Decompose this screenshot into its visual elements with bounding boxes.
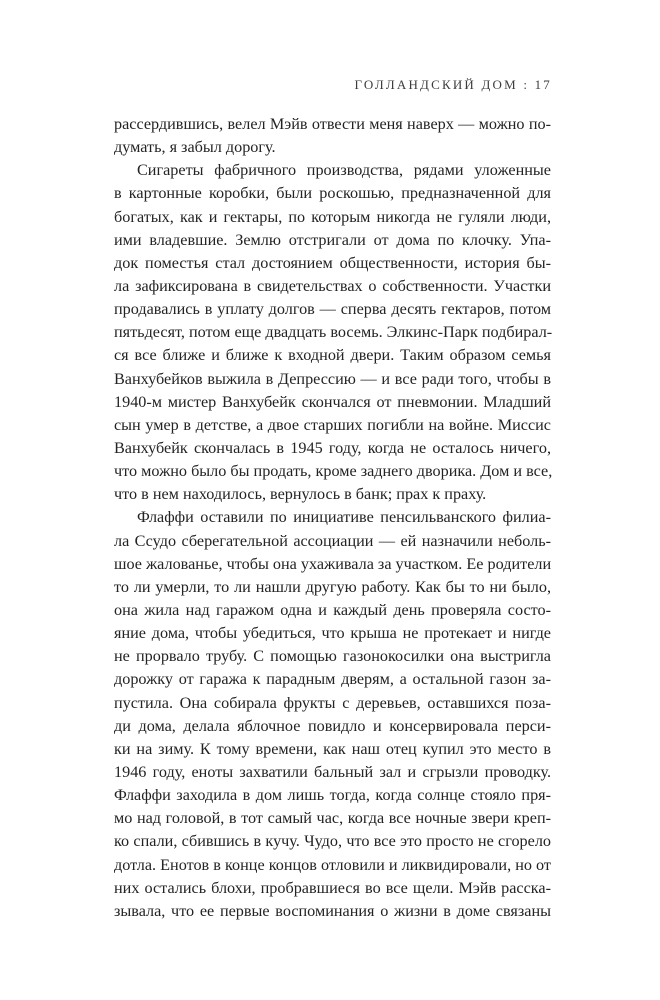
text-line: продавались в уплату долгов — сперва десять гектаров, потом [114, 300, 551, 319]
text-line: мо над головой, в тот самый час, когда все ночные звери креп- [114, 809, 551, 828]
text-line: Ванхубейков выжила в Депрессию — и все ради того, чтобы в [114, 369, 551, 388]
text-line: что в нем находилось, вернулось в банк; прах к праху. [114, 485, 487, 504]
paragraph-2 [114, 159, 551, 506]
text-line: она жила над гаражом одна и каждый день проверяла состо- [114, 600, 551, 619]
text-line: рассердившись, велел Мэйв отвести меня наверх — можно по- [114, 115, 551, 133]
text-line: ко спали, сбившись в кучу. Чудо, что все это просто не сгорело [114, 832, 551, 851]
text-line: пятьдесят, потом еще двадцать восемь. Элкинс-Парк подбирал- [114, 323, 553, 342]
text-line: дорожку от гаража к парадным дверям, а остальной газон за- [114, 670, 551, 689]
text-line: не прорвало трубу. С помощью газонокосилки она выстригла [114, 647, 551, 666]
text-line: док поместья стал достоянием общественности, история бы- [114, 253, 551, 272]
text-line: ди дома, делала яблочное повидло и консервировала перси- [114, 716, 551, 735]
text-line: сын умер в детстве, а двое старших погибли на войне. Миссис [114, 415, 551, 434]
text-line: богатых, как и гектары, по которым никогда не гуляли люди, [114, 207, 551, 226]
text-line: них остались блохи, пробравшиеся во все щели. Мэйв расска- [114, 878, 551, 897]
body-text [114, 113, 551, 923]
text-line: зывала, что ее первые воспоминания о жизни в доме связаны [114, 901, 551, 920]
text-line: пустила. Она собирала фрукты с деревьев, оставшихся поза- [114, 693, 551, 712]
running-header: ГОЛЛАНДСКИЙ ДОМ : 17 [354, 77, 552, 92]
text-line: ся все ближе и ближе к входной двери. Таким образом семья [114, 346, 551, 365]
text-line: дотла. Енотов в конце концов отловили и ликвидировали, но от [114, 855, 551, 874]
text-line: в картонные коробки, были роскошью, предназначенной для [114, 184, 551, 203]
paragraph-3 [114, 506, 551, 923]
text-line: 1946 году, еноты захватили бальный зал и сгрызли проводку. [114, 762, 551, 781]
text-line: Ванхубейк скончалась в 1945 году, когда не осталось ничего, [114, 438, 551, 457]
text-line: 1940-м мистер Ванхубейк скончался от пневмонии. Младший [114, 392, 551, 411]
text-line: ими владевшие. Землю отстригали от дома по клочку. Упа- [114, 230, 551, 249]
text-line: ки на зиму. К тому времени, как наш отец купил это место в [114, 739, 551, 758]
text-line: ла зафиксирована в свидетельствах о собственности. Участки [114, 276, 551, 295]
text-line: то ли умерли, то ли нашли другую работу. Как бы то ни было, [114, 577, 551, 596]
text-line: что можно было бы продать, кроме заднего дворика. Дом и все, [114, 462, 553, 481]
text-line: Флаффи оставили по инициативе пенсильванского филиа- [137, 508, 551, 527]
text-line: думать, я забыл дорогу. [114, 138, 276, 157]
text-line: яние дома, чтобы убедиться, что крыша не протекает и нигде [114, 624, 551, 643]
text-line: шое жалованье, чтобы она ухаживала за участком. Ее родители [114, 554, 552, 573]
text-line: Сигареты фабричного производства, рядами уложенные [137, 161, 551, 180]
paragraph-1 [114, 113, 551, 159]
text-line: ла Ссудо сберегательной ассоциации — ей назначили неболь- [114, 531, 551, 550]
text-line: Флаффи заходила в дом лишь тогда, когда солнце стояло пря- [114, 786, 551, 805]
